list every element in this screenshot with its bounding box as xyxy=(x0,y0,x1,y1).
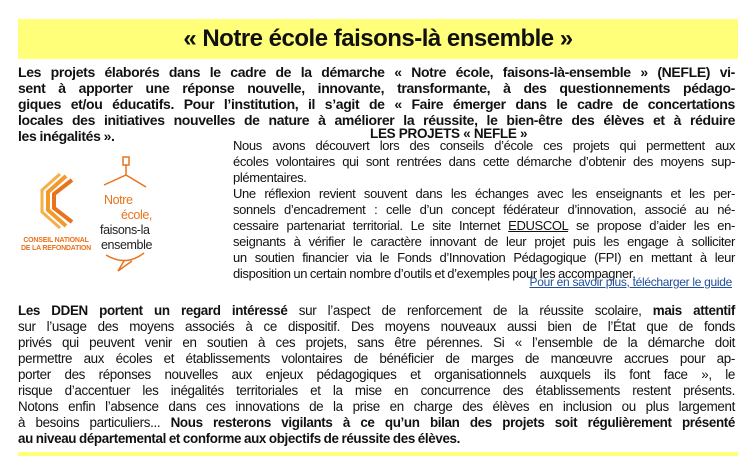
text-line: permettre aux écoles et établissements volontaires de bénéficier de marges de manœuvre accrues pour ap- xyxy=(18,351,735,366)
intro-line: les inégalités ». xyxy=(18,128,115,144)
nefle-line4: ensemble xyxy=(101,238,152,252)
nefle-logo-text xyxy=(100,193,152,253)
bold-segment: Les DDEN portent un regard intéressé xyxy=(18,303,288,318)
text-line: porter des réponses nouvelles aux enjeux pédagogiques et organisationnels auxquels ils font face », le xyxy=(18,367,735,382)
nefle-logo xyxy=(96,155,156,275)
text-line xyxy=(18,415,735,431)
text-line: risque d’accentuer les inégalités territoriales et la mise en concurrence des établissements restent présents. xyxy=(18,383,735,398)
text-line: Nous avons découvert lors des conseils d’école ces projets qui permettent aux xyxy=(233,138,735,153)
text-segment: se propose d’aider les en- xyxy=(568,218,735,233)
bold-segment: mais attentif xyxy=(652,303,735,318)
nefle-line2: école, xyxy=(121,208,152,222)
nefle-line1: Notre xyxy=(104,193,133,207)
text-line: au niveau départemental et conforme aux objectifs de réussite des élèves. xyxy=(18,431,461,446)
text-segment: à besoins particuliers... xyxy=(18,415,171,430)
text-segment: cessaire partenariat territorial. Le site Internet xyxy=(233,218,509,233)
cnr-c-icon xyxy=(20,170,92,232)
text-line: privés qui peuvent venir en soutien à ces projets, sans être pérennes. Si « l’ensemble de la démarche doit xyxy=(18,335,735,350)
text-line: Une réflexion revient souvent dans les échanges avec les enseignants et les per- xyxy=(233,186,735,201)
text-line xyxy=(18,303,735,319)
cnr-logo-text xyxy=(20,237,92,253)
intro-line: giques et/ou éducatifs. Pour l’institution, il s’agit de « Faire émerger dans le cadre de concertations xyxy=(18,96,735,112)
eduscol-link[interactable]: EDUSCOL xyxy=(508,218,569,233)
bottom-band xyxy=(18,452,738,456)
text-line: plémentaires. xyxy=(233,170,307,185)
intro-line: locales des initiatives nouvelles de nature à améliorer la réussite, le bien-être des élèves et à réduire xyxy=(18,112,735,128)
bold-segment: Nous resterons vigilants à ce qu’un bilan des projets soit régulièrement présenté xyxy=(170,415,735,430)
download-guide-link[interactable]: Pour en savoir plus, télécharger le guide xyxy=(529,275,732,289)
intro-line: Les projets élaborés dans le cadre de la démarche « Notre école, faisons-là-ensemble » (NEFLE) vi- xyxy=(18,64,735,80)
text-line: disposition un certain nombre d’outils et d’exemples pour les accompagner. xyxy=(233,266,636,281)
section-heading: LES PROJETS « NEFLE » xyxy=(370,126,528,141)
text-line: sur l’usage des moyens associés à ce dispositif. Des moyens nouveaux aussi bien de l’État que de fonds xyxy=(18,319,735,334)
text-line: Notons enfin l’absence dans ces innovations de la prise en charge des élèves en inclusion ou plus largement xyxy=(18,399,735,414)
text-line: écoles volontaires qui sont rentrées dans cette démarche d’obtenir des moyens sup- xyxy=(233,154,735,169)
page-title: « Notre école faisons-là ensemble » xyxy=(18,19,738,59)
conseil-national-logo xyxy=(20,170,92,255)
text-line: un soutien financier via le Fonds d’Innovation Pédagogique (FPI) en mettant à leur xyxy=(233,250,735,265)
text-segment: sur l’aspect de renforcement de la réussite scolaire, xyxy=(287,303,653,318)
cnr-line1: CONSEIL NATIONAL xyxy=(23,237,89,244)
text-line xyxy=(233,218,735,234)
cnr-line2: DE LA REFONDATION xyxy=(20,245,92,252)
text-line: sonnels d’encadrement : celle d’un concept fédérateur d’innovation, associé au né- xyxy=(233,202,735,217)
intro-line: sent à apporter une réponse nouvelle, innovante, transformante, à des questionnements pédago- xyxy=(18,80,735,96)
nefle-line3: faisons-la xyxy=(100,223,150,237)
text-line: seignants à vérifier le caractère innovant de leur projet puis les engage à solliciter xyxy=(233,234,735,249)
